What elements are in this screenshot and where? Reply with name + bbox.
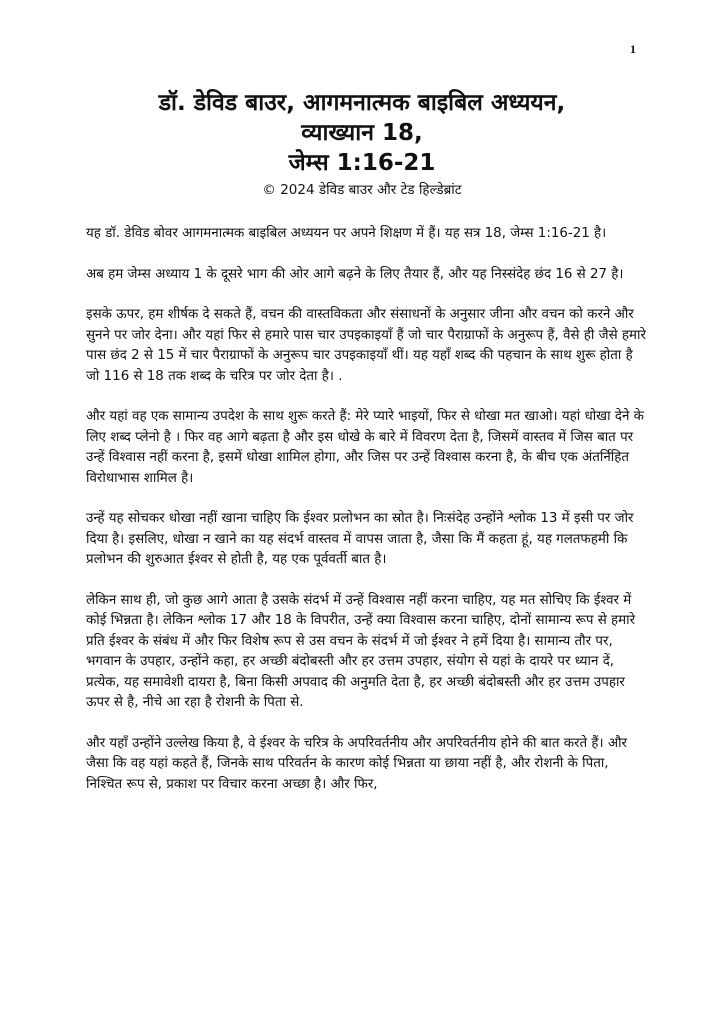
- paragraph-7: और यहाँ उन्होंने उल्लेख किया है, वे ईश्वर के चरित्र के अपरिवर्तनीय और अपरिवर्तनीय होने की बात करते हैं। और जैसा कि वह यहां कहते हैं, जिनके साथ परिवर्तन के कारण कोई भिन्नता या छाया नहीं है, और रोशनी के पिता, निश्चित रूप से, प्रकाश पर विचार करना अच्छा है। और फिर,: [86, 735, 628, 792]
- paragraph-6: लेकिन साथ ही, जो कुछ आगे आता है उसके संदर्भ में उन्हें विश्वास नहीं करना चाहिए, यह मत सोचिए कि ईश्वर में कोई भिन्नता है। लेकिन श्लोक 17 और 18 के विपरीत, उन्हें क्या विश्वास करना चाहिए, दोनों सामान्य रूप से हमारे प्रति ईश्वर के संबंध में और फिर विशेष रूप से उस वचन के संदर्भ में जो ईश्वर ने हमें दिया है। सामान्य तौर पर, भगवान के उपहार, उन्होंने कहा, हर अच्छी बंदोबस्ती और हर उत्तम उपहार, संयोग से यहां के दायरे पर ध्यान दें, प्रत्येक, यह समावेशी दायरा है, बिना किसी अपवाद की अनुमति देता है, हर अच्छी बंदोबस्ती और हर उत्तम उपहार ऊपर से है, नीचे आ रहा है रोशनी के पिता से.: [86, 592, 636, 710]
- paragraph-5: उन्हें यह सोचकर धोखा नहीं खाना चाहिए कि ईश्वर प्रलोभन का स्रोत है। निःसंदेह उन्होंने श्लोक 13 में इसी पर जोर दिया है। इसलिए, धोखा न खाने का यह संदर्भ वास्तव में वापस जाता है, जैसा कि मैं कहता हूं, यह गलतफहमी कि प्रलोभन की शुरुआत ईश्वर से होती है, यह एक पूर्ववर्ती बात है।: [86, 511, 634, 567]
- document-title-line-2: व्याख्यान 18,: [301, 120, 423, 146]
- copyright-line: © 2024 डेविड बाउर और टेड हिल्डेब्रांट: [262, 182, 462, 198]
- paragraph-1: यह डॉ. डेविड बोवर आगमनात्मक बाइबिल अध्ययन पर अपने शिक्षण में हैं। यह सत्र 18, जेम्स 1:16-21 है।: [86, 226, 607, 241]
- paragraph-2: अब हम जेम्स अध्याय 1 के दूसरे भाग की ओर आगे बढ़ने के लिए तैयार हैं, और यह निस्संदेह छंद 16 से 27 है।: [86, 266, 624, 282]
- document-header: [60, 88, 664, 200]
- document-title-line-3: जेम्स 1:16-21: [288, 150, 436, 176]
- paragraph-4: और यहां वह एक सामान्य उपदेश के साथ शुरू करते हैं: मेरे प्यारे भाइयों, फिर से धोखा मत खाओ। यहां धोखा देने के लिए शब्द प्लेनो है । फिर वह आगे बढ़ता है और इस धोखे के बारे में विवरण देता है, जिसमें वास्तव में जिस बात पर उन्हें विश्वास नहीं करना है, इसमें धोखा शामिल होगा, और जिस पर उन्हें विश्वास करना है, के बीच एक अंतर्निहित विरोधाभास शामिल है।: [86, 409, 644, 486]
- document-title-line-1: डॉ. डेविड बाउर, आगमनात्मक बाइबिल अध्ययन,: [158, 90, 566, 116]
- page-number: 1: [630, 42, 636, 56]
- document-body: [86, 224, 648, 815]
- paragraph-3: इसके ऊपर, हम शीर्षक दे सकते हैं, वचन की वास्तविकता और संसाधनों के अनुसार जीना और वचन को करने और सुनने पर जोर देना। और यहां फिर से हमारे पास चार उपइकाइयाँ हैं जो चार पैराग्राफों के अनुरूप हैं, वैसे ही जैसे हमारे पास छंद 2 से 15 में चार पैराग्राफों के अनुरूप चार उपइकाइयाँ थीं। यह यहाँ शब्द की पहचान के साथ शुरू होता है जो 116 से 18 तक शब्द के चरित्र पर जोर देता है। .: [86, 307, 646, 384]
